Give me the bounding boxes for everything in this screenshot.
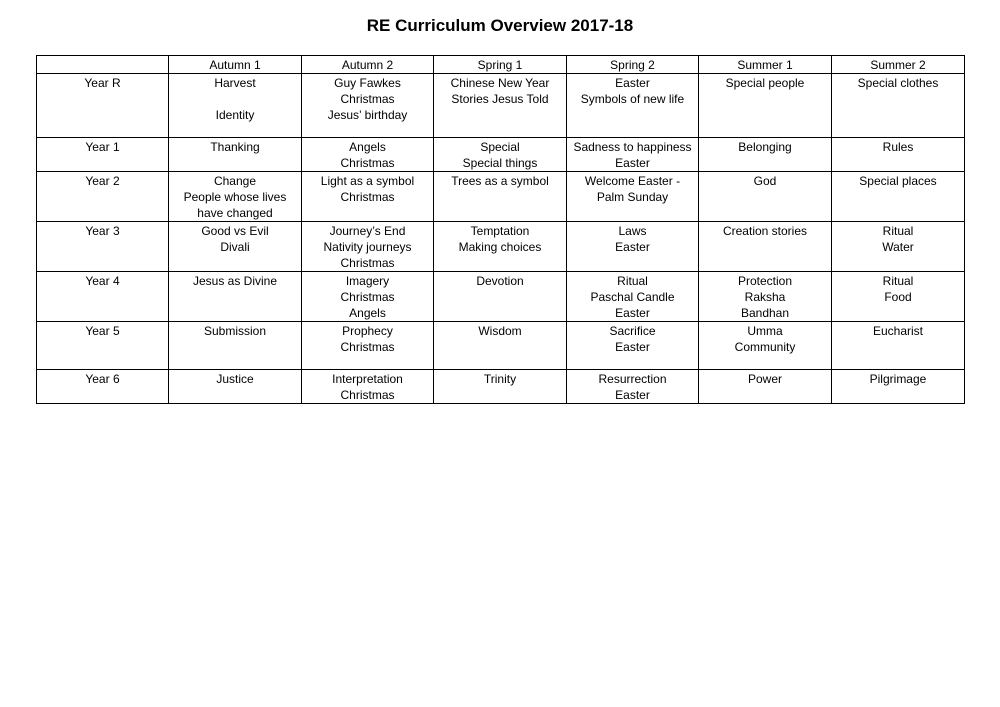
cell-text: Welcome Easter -	[584, 174, 681, 188]
cell-text: Christmas	[340, 340, 395, 354]
cell-spring-1	[434, 370, 567, 404]
cell-summer-2	[832, 322, 965, 370]
cell-text: Prophecy	[342, 324, 393, 338]
table-row	[37, 172, 965, 222]
cell-text: Christmas	[340, 256, 395, 270]
cell-autumn-2	[302, 272, 434, 322]
cell-text: Special things	[462, 156, 538, 170]
cell-autumn-2	[302, 370, 434, 404]
header-cell-autumn-1: Autumn 1	[169, 56, 302, 74]
cell-autumn-2	[302, 222, 434, 272]
cell-text: Umma	[747, 324, 783, 338]
year-cell	[37, 172, 169, 222]
cell-text: Protection	[737, 274, 793, 288]
cell-text: Food	[884, 290, 912, 304]
cell-text: Raksha	[744, 290, 786, 304]
cell-summer-2	[832, 74, 965, 138]
cell-text: Journey’s End	[329, 224, 406, 238]
cell-text: Imagery	[345, 274, 390, 288]
cell-autumn-2	[302, 138, 434, 172]
year-label: Year 5	[85, 324, 120, 338]
cell-text: Divali	[220, 240, 250, 254]
year-cell	[37, 322, 169, 370]
cell-text: Water	[882, 240, 914, 254]
cell-summer-1	[699, 74, 832, 138]
cell-text: Special people	[725, 76, 805, 90]
cell-autumn-2	[302, 322, 434, 370]
cell-text: Christmas	[340, 190, 395, 204]
cell-autumn-1	[169, 172, 302, 222]
page-title: RE Curriculum Overview 2017-18	[366, 16, 634, 35]
cell-autumn-1	[169, 272, 302, 322]
cell-text: Good vs Evil	[201, 224, 269, 238]
header-cell-autumn-2: Autumn 2	[302, 56, 434, 74]
cell-summer-2	[832, 370, 965, 404]
cell-summer-1	[699, 272, 832, 322]
header-cell-summer-2: Summer 2	[832, 56, 965, 74]
cell-text: Easter	[615, 340, 650, 354]
cell-text: Harvest	[214, 76, 256, 90]
cell-text: Change	[213, 174, 257, 188]
cell-text: Trinity	[483, 372, 517, 386]
cell-text: Temptation	[470, 224, 530, 238]
table-row	[37, 222, 965, 272]
cell-text: Easter	[615, 76, 650, 90]
table-row	[37, 74, 965, 138]
cell-spring-2	[567, 74, 699, 138]
year-label: Year 4	[85, 274, 120, 288]
cell-text: Community	[734, 340, 796, 354]
table-body	[37, 74, 965, 404]
cell-text: Laws	[618, 224, 647, 238]
cell-text: Ritual	[617, 274, 648, 288]
cell-autumn-1	[169, 138, 302, 172]
cell-text: Creation stories	[722, 224, 808, 238]
cell-text: Submission	[203, 324, 267, 338]
year-label: Year 6	[85, 372, 120, 386]
year-cell	[37, 222, 169, 272]
cell-text: Jesus as Divine	[192, 274, 278, 288]
curriculum-table	[36, 55, 965, 404]
cell-text: Christmas	[340, 156, 395, 170]
cell-autumn-2	[302, 74, 434, 138]
cell-spring-2	[567, 370, 699, 404]
cell-text: Christmas	[340, 388, 395, 402]
table-row	[37, 138, 965, 172]
year-label: Year 2	[85, 174, 120, 188]
cell-text: Resurrection	[598, 372, 667, 386]
cell-text: Jesus’ birthday	[327, 108, 408, 122]
cell-text: Easter	[615, 156, 650, 170]
blank-line	[171, 91, 299, 107]
cell-text: Sadness to happiness	[573, 140, 692, 154]
year-label: Year 1	[85, 140, 120, 154]
header-cell-spring-1: Spring 1	[434, 56, 567, 74]
table-row	[37, 272, 965, 322]
cell-text: Paschal Candle	[590, 290, 675, 304]
cell-text: Interpretation	[332, 372, 403, 386]
cell-text: Nativity journeys	[323, 240, 412, 254]
table-row	[37, 370, 965, 404]
cell-text: Eucharist	[872, 324, 924, 338]
cell-spring-1	[434, 222, 567, 272]
cell-text: Angels	[349, 140, 386, 154]
cell-text: Easter	[615, 306, 650, 320]
header-cell-spring-2: Spring 2	[567, 56, 699, 74]
cell-text: Symbols of new life	[580, 92, 685, 106]
cell-summer-1	[699, 222, 832, 272]
cell-summer-2	[832, 138, 965, 172]
cell-text: Ritual	[882, 274, 914, 288]
year-label: Year 3	[85, 224, 120, 238]
cell-spring-1	[434, 74, 567, 138]
cell-autumn-1	[169, 322, 302, 370]
cell-text: Rules	[882, 140, 914, 154]
cell-text: Easter	[615, 240, 650, 254]
cell-summer-2	[832, 272, 965, 322]
cell-text: Special clothes	[857, 76, 939, 90]
cell-text: Chinese New Year	[450, 76, 550, 90]
cell-text: God	[753, 174, 777, 188]
cell-text: Identity	[215, 108, 255, 122]
cell-spring-1	[434, 272, 567, 322]
cell-text: Christmas	[340, 290, 395, 304]
cell-text: Light as a symbol	[320, 174, 415, 188]
cell-text: Thanking	[210, 140, 260, 154]
cell-text: Pilgrimage	[869, 372, 927, 386]
cell-spring-2	[567, 172, 699, 222]
cell-summer-1	[699, 172, 832, 222]
cell-text: Trees as a symbol	[451, 174, 549, 188]
cell-text: Christmas	[340, 92, 395, 106]
header-cell-summer-1: Summer 1	[699, 56, 832, 74]
cell-text: Angels	[349, 306, 386, 320]
year-cell	[37, 370, 169, 404]
cell-text: Making choices	[458, 240, 542, 254]
cell-spring-2	[567, 272, 699, 322]
cell-text: Belonging	[738, 140, 792, 154]
cell-autumn-2	[302, 172, 434, 222]
cell-text: Ritual	[882, 224, 914, 238]
cell-spring-2	[567, 322, 699, 370]
cell-spring-2	[567, 222, 699, 272]
cell-autumn-1	[169, 370, 302, 404]
cell-text: Special places	[859, 174, 937, 188]
cell-summer-1	[699, 370, 832, 404]
year-cell	[37, 138, 169, 172]
year-label: Year R	[84, 76, 121, 90]
cell-autumn-1	[169, 74, 302, 138]
cell-text: Sacrifice	[609, 324, 656, 338]
cell-autumn-1	[169, 222, 302, 272]
cell-text: Bandhan	[740, 306, 790, 320]
cell-text: People whose lives	[183, 190, 287, 204]
cell-text: Special	[480, 140, 520, 154]
year-cell	[37, 74, 169, 138]
cell-summer-2	[832, 222, 965, 272]
cell-text: Easter	[615, 388, 650, 402]
cell-spring-1	[434, 172, 567, 222]
cell-text: Devotion	[476, 274, 524, 288]
cell-summer-2	[832, 172, 965, 222]
cell-text: Wisdom	[478, 324, 522, 338]
header-cell-corner	[37, 56, 169, 74]
year-cell	[37, 272, 169, 322]
cell-text: Guy Fawkes	[334, 76, 401, 90]
cell-text: Stories Jesus Told	[451, 92, 549, 106]
cell-summer-1	[699, 322, 832, 370]
header-row	[37, 56, 965, 74]
cell-text: Power	[747, 372, 782, 386]
cell-summer-1	[699, 138, 832, 172]
cell-text: Palm Sunday	[596, 190, 669, 204]
cell-spring-2	[567, 138, 699, 172]
table-row	[37, 322, 965, 370]
cell-text: Justice	[216, 372, 254, 386]
cell-spring-1	[434, 322, 567, 370]
cell-spring-1	[434, 138, 567, 172]
cell-text: have changed	[197, 206, 273, 220]
